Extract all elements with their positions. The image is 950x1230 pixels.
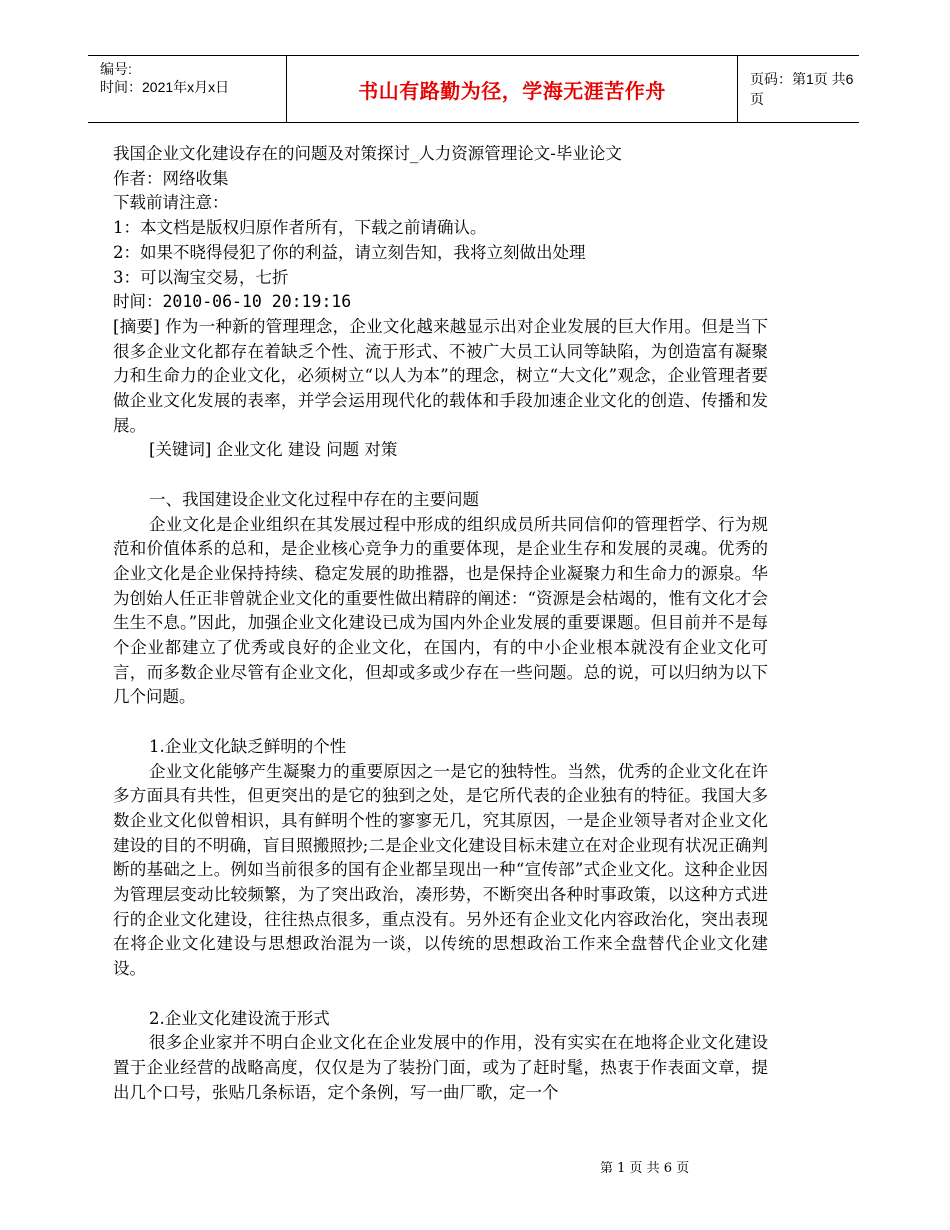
header-motto-cell xyxy=(286,56,738,122)
notice-item-3: 3：可以淘宝交易，七折 xyxy=(113,267,289,287)
spacer xyxy=(113,982,768,1007)
subsection-paragraph: 很多企业家并不明白企业文化在企业发展中的作用，没有实实在在地将企业文化建设置于企业经营的战略高度，仅仅是为了装扮门面，或为了赶时髦，热衷于作表面文章，提出几个口号，张贴几条标语，定个条例，写一曲厂歌，定一个 xyxy=(113,1033,768,1102)
datetime-line: 时间：2010-06-10 20:19:16 xyxy=(113,292,352,312)
number-label: 编号: xyxy=(100,61,132,77)
subsection-paragraph: 企业文化能够产生凝聚力的重要原因之一是它的独特性。当然，优秀的企业文化在许多方面具有共性，但更突出的是它的独到之处，是它所代表的企业独有的特征。我国大多数企业文化似曾相识，具有鲜明个性的寥寥无几，究其原因，一是企业领导者对企业文化建设的目的不明确，盲目照搬照抄;二是企业文化建设目标未建立在对企业现有状况正确判断的基础之上。例如当前很多的国有企业都呈现出一种“宣传部”式企业文化。这种企业因为管理层变动比较频繁，为了突出政治，凑形势，不断突出各种时事政策，以这种方式进行的企业文化建设，往往热点很多，重点没有。另外还有企业文化内容政治化，突出表现在将企业文化建设与思想政治混为一谈，以传统的思想政治工作来全盘替代企业文化建设。 xyxy=(113,761,768,979)
subsection-heading: 2.企业文化建设流于形式 xyxy=(149,1008,330,1028)
notice-item-1: 1：本文档是版权归原作者所有，下载之前请确认。 xyxy=(113,218,487,238)
page-info: 页码：第1页 共6页 xyxy=(750,71,854,107)
time-label: 时间：2021年x月x日 xyxy=(100,79,230,95)
motto: 书山有路勤为径，学海无涯苦作舟 xyxy=(358,78,666,103)
author-line: 作者：网络收集 xyxy=(113,168,229,188)
spacer xyxy=(113,463,768,488)
subsection-heading: 1.企业文化缺乏鲜明的个性 xyxy=(149,736,347,756)
document-title: 我国企业文化建设存在的问题及对策探讨_人力资源管理论文-毕业论文 xyxy=(113,144,622,163)
notice-heading: 下载前请注意： xyxy=(113,193,229,213)
abstract-paragraph: [摘要] 作为一种新的管理理念，企业文化越来越显示出对企业发展的巨大作用。但是当下很多企业文化都存在着缺乏个性、流于形式、不被广大员工认同等缺陷，为创造富有凝聚力和生命力的企业文化，必须树立“以人为本”的理念，树立“大文化”观念，企业管理者要做企业文化发展的表率，并学会运用现代化的载体和手段加速企业文化的创造、传播和发展。 xyxy=(113,316,768,435)
header-meta xyxy=(88,56,286,122)
section-heading: 一、我国建设企业文化过程中存在的主要问题 xyxy=(149,489,479,509)
notice-item-2: 2：如果不晓得侵犯了你的利益，请立刻告知，我将立刻做出处理 xyxy=(113,242,586,262)
spacer xyxy=(113,710,768,735)
document-body xyxy=(113,142,768,1105)
keywords-line: [关键词] 企业文化 建设 问题 对策 xyxy=(149,440,398,460)
section-paragraph: 企业文化是企业组织在其发展过程中形成的组织成员所共同信仰的管理哲学、行为规范和价值体系的总和，是企业核心竞争力的重要体现，是企业生存和发展的灵魂。优秀的企业文化是企业保持持续、稳定发展的助推器，也是保持企业凝聚力和生命力的源泉。华为创始人任正非曾就企业文化的重要性做出精辟的阐述：“资源是会枯竭的，惟有文化才会生生不息。”因此，加强企业文化建设已成为国内外企业发展的重要课题。但目前并不是每个企业都建立了优秀或良好的企业文化，在国内，有的中小企业根本就没有企业文化可言，而多数企业尽管有企业文化，但却或多或少存在一些问题。总的说，可以归纳为以下几个问题。 xyxy=(113,514,768,707)
page-footer: 第 1 页 共 6 页 xyxy=(600,1161,690,1176)
document-header xyxy=(88,55,859,123)
header-page-info-cell xyxy=(738,56,859,122)
